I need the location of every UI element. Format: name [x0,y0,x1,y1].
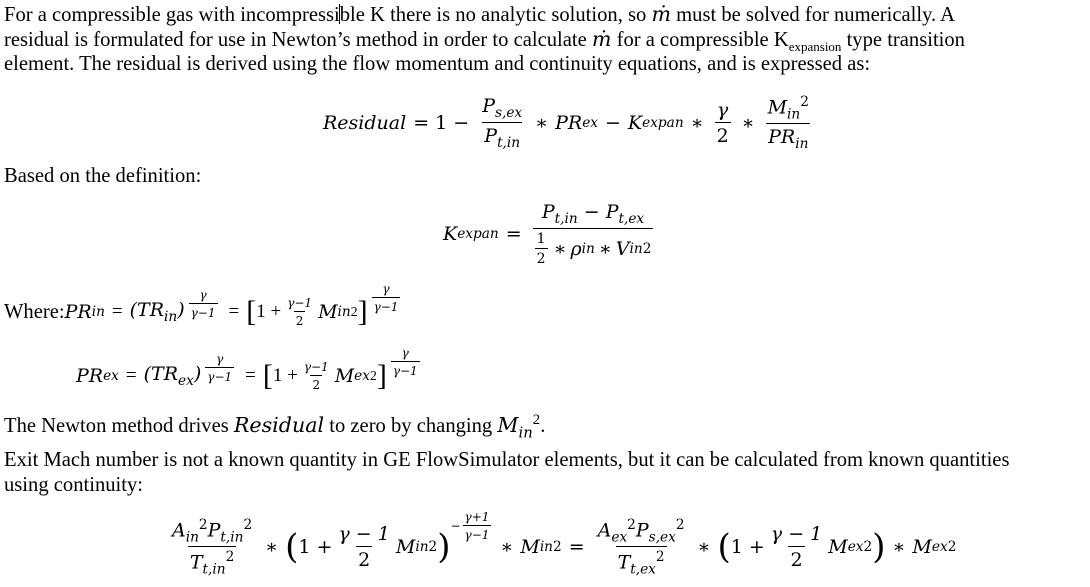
intro-line-3: element. The residual is derived using the flow momentum and continuity equations, and is expressed as: [4,53,871,75]
continuity-equation: $\frac{A_{in}^2P_{t,in}^2}{T_{t,in}^2}$ ∗ ( 1 + $\frac{\gamma - 1}{2}$ M in 2 ) − $\frac{\gamma+1}{\gamma-1}$ ∗ M in 2 = $\frac{A_{ex}^2P_{s,ex}^2}{T_{t,ex}^2}$ ∗ ( 1 + $\frac{\gamma - 1}{2}$ M ex 2 ) ∗ M ex 2 [172,510,957,578]
exit-line-1: Exit Mach number is not a known quantity in GE FlowSimulator elements, but it can be calculated from known quantities [4,449,1010,471]
pr-ex-equation: PR ex = $(TR_{ex})$ $\frac{\gamma}{\gamma-1}$ = [ 1 + $\frac{\gamma-1}{2}$ M ex 2 ] $\frac{\gamma}{\gamma-1}$ [76,346,418,392]
pr-in-equation: Where: PR in = $(TR_{in})$ $\frac{\gamma}{\gamma-1}$ = [ 1 + $\frac{\gamma-1}{2}$ M in 2 ] $\frac{\gamma}{\gamma-1}$ [4,282,399,328]
newton-sentence: The Newton method drives Residual to zero by changing $M_{in}^2$. [4,412,546,442]
definition-label: Based on the definition: [4,165,202,187]
exit-line-2: using continuity: [4,474,144,496]
k-expansion-equation: K expan = $P_{t,in} - P_{t,ex}$ $\frac{1}{2}$ ∗ ρ in ∗ V in 2 [443,201,652,267]
intro-line-1: For a compressible gas with incompressible K there is no analytic solution, so ṁ must be solved for numerically. A [4,2,956,26]
intro-line-2: residual is formulated for use in Newton’s method in order to calculate ṁ for a compressible $K_{expansion}$ type transition [4,27,965,55]
residual-equation: Residual = 1 − $\frac{P_{s,ex}}{P_{t,in}}$ ∗ PR ex − K expan ∗ $\frac{\gamma}{2}$ ∗ $\frac{M_{in}^2}{PR_{in}}$ [323,93,809,153]
